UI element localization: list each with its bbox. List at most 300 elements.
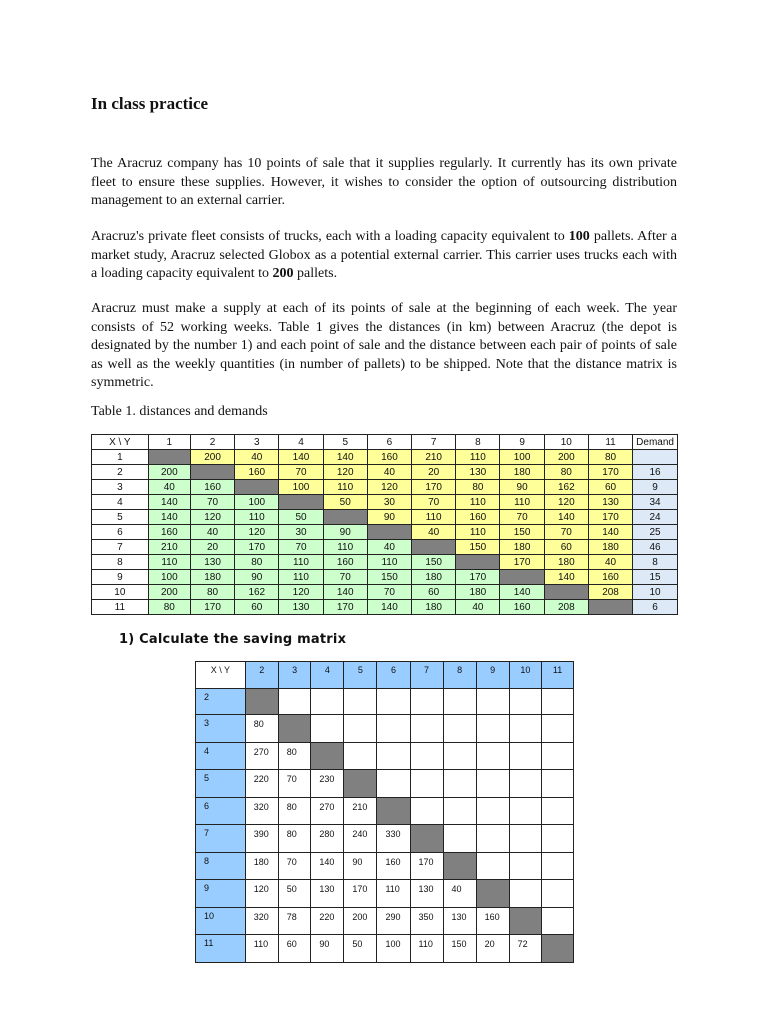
distance-cell: 80 [588,450,632,465]
column-header: 7 [412,435,456,450]
diagonal-cell [500,570,544,585]
column-header: 10 [544,435,588,450]
distance-cell: 110 [367,555,411,570]
diagonal-cell [323,510,367,525]
table-row [196,770,574,798]
distance-cell: 80 [148,600,190,615]
distance-cell: 110 [323,480,367,495]
saving-cell: 160 [476,907,509,935]
distance-cell: 40 [456,600,500,615]
distance-cell: 70 [367,585,411,600]
saving-cell: 80 [278,742,311,770]
distance-cell: 150 [500,525,544,540]
saving-cell: 72 [509,935,542,963]
row-header: 2 [92,465,149,480]
empty-cell [509,852,542,880]
distance-cell: 90 [235,570,279,585]
distance-cell: 50 [323,495,367,510]
distance-cell: 20 [412,465,456,480]
empty-cell [542,880,574,908]
distance-cell: 140 [544,570,588,585]
saving-cell: 330 [377,825,410,853]
empty-cell [542,825,574,853]
empty-cell [476,797,509,825]
row-header: 10 [196,907,246,935]
diagonal-cell [190,465,234,480]
distance-cell: 100 [279,480,323,495]
diagonal-cell [344,770,377,798]
row-header: 6 [196,797,246,825]
saving-cell: 270 [311,797,344,825]
demand-cell: 15 [633,570,678,585]
saving-cell: 160 [377,852,410,880]
distance-cell: 170 [588,465,632,480]
empty-cell [278,688,311,715]
header-row [92,435,678,450]
saving-cell: 130 [443,907,476,935]
table-row [196,935,574,963]
distance-cell: 210 [412,450,456,465]
distance-cell: 40 [588,555,632,570]
row-header: 9 [196,880,246,908]
row-header: 3 [92,480,149,495]
table-row [92,540,678,555]
distance-cell: 70 [190,495,234,510]
empty-cell [410,715,443,743]
distance-cell: 40 [367,465,411,480]
diagonal-cell [311,742,344,770]
distance-cell: 40 [235,450,279,465]
saving-cell: 350 [410,907,443,935]
saving-cell: 210 [344,797,377,825]
distance-cell: 170 [412,480,456,495]
demand-cell [633,450,678,465]
diagonal-cell [278,715,311,743]
column-header: 9 [476,662,509,689]
table-caption: Table 1. distances and demands [91,404,268,419]
column-header: 2 [190,435,234,450]
table-row [196,825,574,853]
diagonal-cell [509,907,542,935]
row-header: 11 [196,935,246,963]
distance-cell: 140 [148,495,190,510]
column-header: 9 [500,435,544,450]
empty-cell [542,688,574,715]
distance-cell: 130 [279,600,323,615]
distance-cell: 40 [148,480,190,495]
saving-cell: 40 [443,880,476,908]
saving-cell: 78 [278,907,311,935]
distance-cell: 120 [235,525,279,540]
distance-cell: 120 [190,510,234,525]
empty-cell [377,742,410,770]
header-row [196,662,574,689]
empty-cell [542,852,574,880]
column-header: 4 [311,662,344,689]
distance-cell: 40 [367,540,411,555]
diagonal-cell [544,585,588,600]
distance-cell: 30 [279,525,323,540]
saving-cell: 320 [245,797,278,825]
distance-cell: 100 [500,450,544,465]
distance-cell: 208 [588,585,632,600]
distance-cell: 70 [500,510,544,525]
capacity-100: 100 [568,229,590,244]
diagonal-cell [542,935,574,963]
empty-cell [476,715,509,743]
column-header: 1 [148,435,190,450]
distance-cell: 20 [190,540,234,555]
saving-cell: 20 [476,935,509,963]
row-header: 2 [196,688,246,715]
diagonal-cell [367,525,411,540]
saving-cell: 320 [245,907,278,935]
saving-matrix-table [195,661,574,963]
distance-cell: 160 [367,450,411,465]
diagonal-cell [245,688,278,715]
column-header: 10 [509,662,542,689]
distance-cell: 70 [412,495,456,510]
demand-cell: 24 [633,510,678,525]
distance-demand-table [91,434,678,615]
distance-cell: 180 [500,540,544,555]
distance-cell: 90 [367,510,411,525]
empty-cell [311,688,344,715]
distance-cell: 70 [323,570,367,585]
distance-cell: 200 [544,450,588,465]
demand-header: Demand [633,435,678,450]
distance-cell: 150 [456,540,500,555]
saving-cell: 280 [311,825,344,853]
distance-cell: 120 [544,495,588,510]
distance-cell: 162 [544,480,588,495]
empty-cell [509,742,542,770]
empty-cell [509,880,542,908]
empty-cell [377,770,410,798]
distance-cell: 180 [412,570,456,585]
distance-cell: 60 [588,480,632,495]
saving-cell: 80 [278,797,311,825]
diagonal-cell [456,555,500,570]
empty-cell [410,688,443,715]
saving-cell: 140 [311,852,344,880]
saving-cell: 200 [344,907,377,935]
diagonal-cell [377,797,410,825]
empty-cell [542,770,574,798]
distance-cell: 100 [148,570,190,585]
column-header: 8 [443,662,476,689]
table-row [92,600,678,615]
distance-cell: 70 [279,540,323,555]
table-row [196,742,574,770]
distance-cell: 30 [367,495,411,510]
saving-cell: 240 [344,825,377,853]
saving-cell: 130 [410,880,443,908]
distance-cell: 40 [190,525,234,540]
saving-cell: 90 [344,852,377,880]
table-row [92,585,678,600]
distance-cell: 170 [588,510,632,525]
table-row [92,465,678,480]
empty-cell [476,852,509,880]
empty-cell [443,825,476,853]
distance-cell: 140 [279,450,323,465]
empty-cell [476,742,509,770]
distance-cell: 130 [190,555,234,570]
saving-cell: 80 [278,825,311,853]
table-row [92,450,678,465]
distance-cell: 208 [544,600,588,615]
empty-cell [443,797,476,825]
corner-cell: X \ Y [196,662,246,689]
saving-cell: 70 [278,852,311,880]
empty-cell [344,715,377,743]
distance-cell: 110 [235,510,279,525]
corner-cell: X \ Y [92,435,149,450]
empty-cell [344,688,377,715]
distance-cell: 180 [456,585,500,600]
saving-cell: 110 [410,935,443,963]
empty-cell [476,688,509,715]
column-header: 11 [588,435,632,450]
diagonal-cell [588,600,632,615]
column-header: 6 [367,435,411,450]
distance-cell: 140 [148,510,190,525]
diagonal-cell [476,880,509,908]
distance-cell: 170 [190,600,234,615]
saving-cell: 170 [344,880,377,908]
column-header: 4 [279,435,323,450]
distance-cell: 120 [279,585,323,600]
distance-cell: 130 [588,495,632,510]
row-header: 4 [92,495,149,510]
heading: In class practice [91,94,209,113]
distance-cell: 180 [412,600,456,615]
diagonal-cell [235,480,279,495]
supply-paragraph: Aracruz must make a supply at each of its points of sale at the beginning of each week. The year consists of 52 working weeks. Table 1 gives the distances (in km) between Aracruz (the depot is designated by the number 1) and each point of sale and the distance between each pair of points of sale as well as the weekly quantities (in number of pallets) to be shipped. Note that the distance matrix is symmetric. [91,301,677,390]
distance-cell: 100 [235,495,279,510]
distance-cell: 120 [323,465,367,480]
row-header: 1 [92,450,149,465]
distance-cell: 90 [500,480,544,495]
saving-cell: 100 [377,935,410,963]
distance-cell: 110 [148,555,190,570]
distance-cell: 40 [412,525,456,540]
distance-cell: 110 [279,570,323,585]
diagonal-cell [412,540,456,555]
row-header: 8 [196,852,246,880]
table-row [92,525,678,540]
distance-cell: 70 [544,525,588,540]
row-header: 7 [92,540,149,555]
distance-cell: 140 [323,585,367,600]
empty-cell [410,797,443,825]
empty-cell [443,715,476,743]
column-header: 3 [235,435,279,450]
column-header: 7 [410,662,443,689]
distance-cell: 180 [544,555,588,570]
distance-cell: 140 [588,525,632,540]
table-row [92,570,678,585]
saving-cell: 390 [245,825,278,853]
distance-cell: 160 [456,510,500,525]
distance-cell: 140 [367,600,411,615]
saving-cell: 170 [410,852,443,880]
distance-cell: 130 [456,465,500,480]
saving-cell: 130 [311,880,344,908]
saving-cell: 70 [278,770,311,798]
table-row [92,555,678,570]
distance-cell: 170 [235,540,279,555]
row-header: 11 [92,600,149,615]
empty-cell [509,770,542,798]
distance-cell: 140 [323,450,367,465]
empty-cell [542,797,574,825]
diagonal-cell [279,495,323,510]
saving-cell: 290 [377,907,410,935]
distance-cell: 150 [367,570,411,585]
table-row [196,852,574,880]
empty-cell [443,770,476,798]
column-header: 6 [377,662,410,689]
saving-cell: 50 [278,880,311,908]
distance-cell: 50 [279,510,323,525]
row-header: 5 [196,770,246,798]
distance-cell: 140 [500,585,544,600]
row-header: 8 [92,555,149,570]
empty-cell [542,715,574,743]
saving-cell: 120 [245,880,278,908]
empty-cell [509,688,542,715]
distance-cell: 120 [367,480,411,495]
distance-cell: 170 [456,570,500,585]
row-header: 7 [196,825,246,853]
saving-cell: 150 [443,935,476,963]
table-row [92,480,678,495]
demand-cell: 10 [633,585,678,600]
diagonal-cell [410,825,443,853]
empty-cell [344,742,377,770]
distance-cell: 200 [190,450,234,465]
row-header: 9 [92,570,149,585]
distance-cell: 70 [279,465,323,480]
distance-cell: 90 [323,525,367,540]
row-header: 10 [92,585,149,600]
empty-cell [476,770,509,798]
empty-cell [311,715,344,743]
empty-cell [509,797,542,825]
distance-cell: 180 [190,570,234,585]
distance-cell: 60 [412,585,456,600]
saving-cell: 220 [245,770,278,798]
diagonal-cell [443,852,476,880]
distance-cell: 80 [544,465,588,480]
row-header: 5 [92,510,149,525]
saving-cell: 90 [311,935,344,963]
column-header: 3 [278,662,311,689]
distance-cell: 160 [588,570,632,585]
empty-cell [410,742,443,770]
distance-cell: 60 [544,540,588,555]
distance-cell: 160 [190,480,234,495]
distance-cell: 110 [456,450,500,465]
distance-cell: 160 [148,525,190,540]
distance-cell: 110 [323,540,367,555]
empty-cell [443,742,476,770]
distance-cell: 200 [148,585,190,600]
saving-cell: 110 [377,880,410,908]
column-header: 5 [344,662,377,689]
distance-cell: 210 [148,540,190,555]
distance-cell: 150 [412,555,456,570]
saving-cell: 110 [245,935,278,963]
empty-cell [410,770,443,798]
distance-cell: 60 [235,600,279,615]
table-row [196,715,574,743]
capacity-200: 200 [272,266,294,281]
demand-cell: 9 [633,480,678,495]
empty-cell [542,742,574,770]
distance-cell: 162 [235,585,279,600]
table-row [196,797,574,825]
distance-cell: 110 [500,495,544,510]
fleet-paragraph: Aracruz's private fleet consists of trucks, each with a loading capacity equivalent to 100 pallets. After a market study, Aracruz selected Globox as a potential external carrier. This carrier uses trucks each with a loading capacity equivalent to 200 pallets. [91,229,677,281]
saving-cell: 60 [278,935,311,963]
distance-cell: 180 [500,465,544,480]
column-header: 11 [542,662,574,689]
row-header: 4 [196,742,246,770]
distance-cell: 140 [544,510,588,525]
saving-cell: 220 [311,907,344,935]
saving-cell: 230 [311,770,344,798]
distance-cell: 160 [323,555,367,570]
saving-cell: 270 [245,742,278,770]
demand-cell: 34 [633,495,678,510]
table-row [196,880,574,908]
distance-cell: 170 [500,555,544,570]
saving-cell: 80 [245,715,278,743]
empty-cell [443,688,476,715]
saving-cell: 180 [245,852,278,880]
empty-cell [377,715,410,743]
empty-cell [542,907,574,935]
empty-cell [509,715,542,743]
row-header: 6 [92,525,149,540]
table-row [196,688,574,715]
diagonal-cell [148,450,190,465]
row-header: 3 [196,715,246,743]
table-row [196,907,574,935]
distance-cell: 80 [456,480,500,495]
distance-cell: 80 [190,585,234,600]
column-header: 5 [323,435,367,450]
column-header: 8 [456,435,500,450]
demand-cell: 16 [633,465,678,480]
question-heading: 1) Calculate the saving matrix [119,632,347,647]
demand-cell: 6 [633,600,678,615]
distance-cell: 80 [235,555,279,570]
empty-cell [377,688,410,715]
column-header: 2 [245,662,278,689]
distance-cell: 110 [412,510,456,525]
demand-cell: 25 [633,525,678,540]
distance-cell: 200 [148,465,190,480]
distance-cell: 170 [323,600,367,615]
table-row [92,510,678,525]
demand-cell: 8 [633,555,678,570]
distance-cell: 110 [456,525,500,540]
empty-cell [476,825,509,853]
